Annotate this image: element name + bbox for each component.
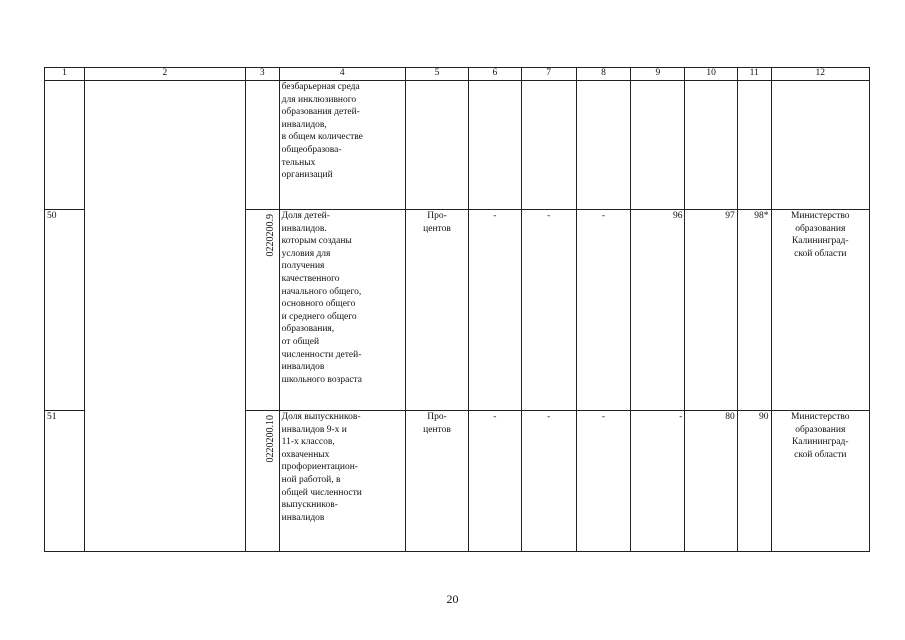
header-col-1: 1 <box>45 68 85 81</box>
code-cell <box>245 81 279 210</box>
value-cell <box>576 81 630 210</box>
unit-cell: Про- центов <box>405 210 469 411</box>
unit-cell <box>405 81 469 210</box>
responsible-cell: Министерство образования Калининград- ской области <box>771 210 869 411</box>
header-col-6: 6 <box>469 68 521 81</box>
header-col-5: 5 <box>405 68 469 81</box>
value-cell <box>631 81 685 210</box>
value-cell <box>685 81 737 210</box>
header-col-12: 12 <box>771 68 869 81</box>
value-cell: - <box>631 411 685 552</box>
value-cell: 98* <box>737 210 771 411</box>
row-number: 50 <box>45 210 85 411</box>
unit-cell: Про- центов <box>405 411 469 552</box>
value-cell: 97 <box>685 210 737 411</box>
value-cell: - <box>576 411 630 552</box>
indicator-name: безбарьерная среда для инклюзивного образования детей- инвалидов, в общем количестве общеобразова- тельных организаций <box>279 81 405 210</box>
indicator-code: 0220200.9 <box>264 214 276 257</box>
header-col-4: 4 <box>279 68 405 81</box>
responsible-cell <box>771 81 869 210</box>
value-cell: 80 <box>685 411 737 552</box>
indicator-name: Доля выпускников- инвалидов 9-х и 11-х классов, охваченных профориентацион- ной работой, в общей численности выпускников- инвалидов <box>279 411 405 552</box>
value-cell: 90 <box>737 411 771 552</box>
header-col-8: 8 <box>576 68 630 81</box>
value-cell: - <box>469 411 521 552</box>
table-row <box>45 81 870 210</box>
program-cell <box>84 81 245 552</box>
table-header <box>45 68 870 81</box>
indicator-code: 0220200.10 <box>264 415 276 463</box>
page-number: 20 <box>446 592 459 606</box>
value-cell: - <box>576 210 630 411</box>
indicators-table <box>44 67 870 552</box>
header-col-10: 10 <box>685 68 737 81</box>
value-cell <box>737 81 771 210</box>
header-col-2: 2 <box>84 68 245 81</box>
value-cell: - <box>521 210 576 411</box>
value-cell: 96 <box>631 210 685 411</box>
value-cell <box>469 81 521 210</box>
value-cell <box>521 81 576 210</box>
header-col-11: 11 <box>737 68 771 81</box>
header-col-3: 3 <box>245 68 279 81</box>
header-col-7: 7 <box>521 68 576 81</box>
indicator-name: Доля детей- инвалидов. которым созданы условия для получения качественного начального общего, основного общего и среднего общего образования, от общей численности детей- инвалидов школьного возраста <box>279 210 405 411</box>
code-cell <box>245 210 279 411</box>
header-col-9: 9 <box>631 68 685 81</box>
row-number <box>45 81 85 210</box>
header-row <box>45 68 870 81</box>
value-cell: - <box>469 210 521 411</box>
value-cell: - <box>521 411 576 552</box>
code-cell <box>245 411 279 552</box>
row-number: 51 <box>45 411 85 552</box>
responsible-cell: Министерство образования Калининград- ской области <box>771 411 869 552</box>
